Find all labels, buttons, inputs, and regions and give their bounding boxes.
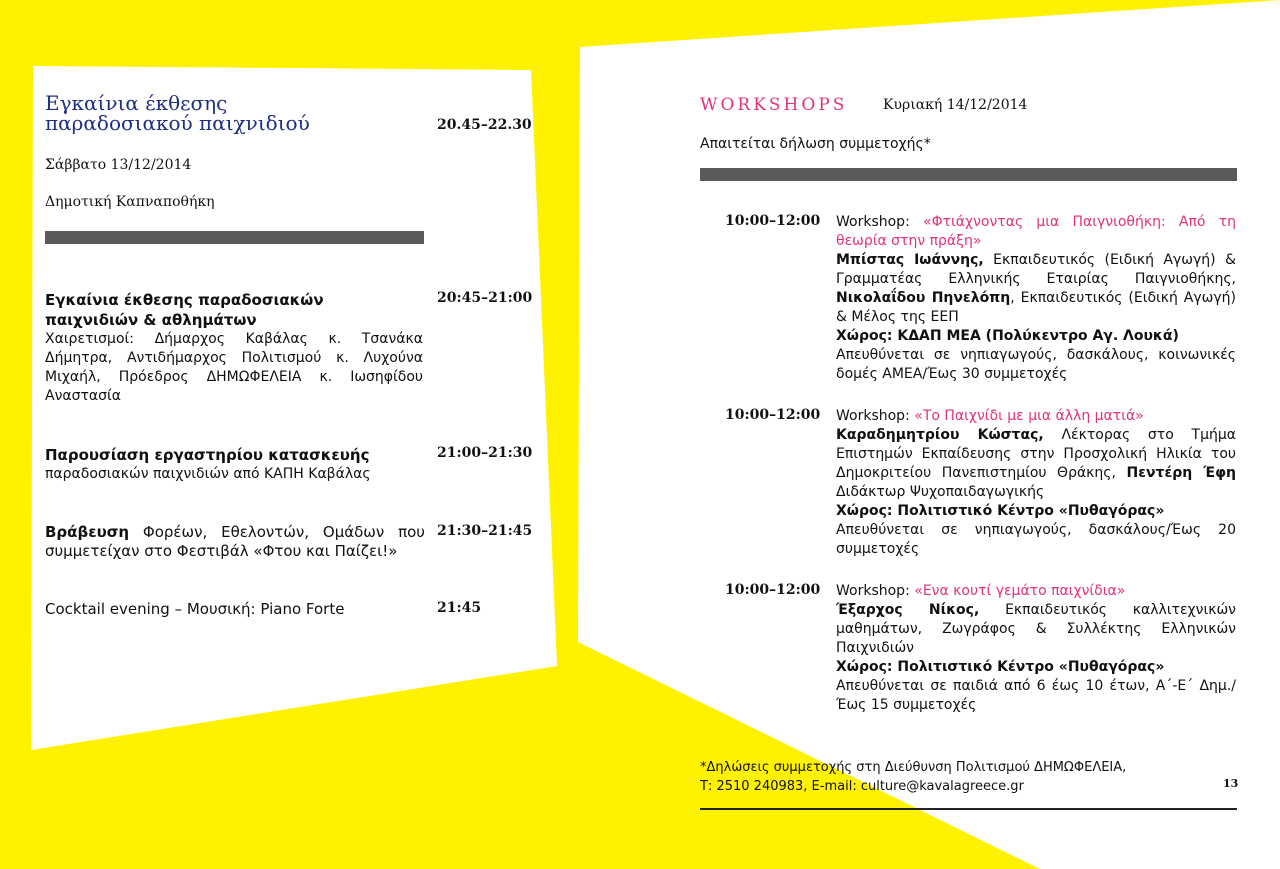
workshop-venue: Χώρος: Πολιτιστικό Κέντρο «Πυθαγόρας» (836, 503, 1165, 519)
divider-bar (45, 231, 424, 244)
speaker-role: Διδάκτωρ Ψυχοπαιδαγωγικής (836, 484, 1045, 500)
divider-bar (700, 168, 1237, 181)
event-opening (45, 290, 531, 406)
workshop-body (836, 213, 1236, 384)
workshop-audience: Απευθύνεται σε παιδιά από 6 έως 10 έτων, Α΄-Ε΄ Δημ./Έως 15 συμμετοχές (836, 678, 1236, 713)
workshop-label: Workshop: (836, 408, 910, 424)
event-title (45, 523, 425, 561)
workshops-date: Κυριακή 14/12/2014 (883, 97, 1028, 113)
speaker-role: Λέκτορας στο Τμήμα Επιστημών Εκπαίδευσης στην Προσχολική Ηλικία του Δημοκριτείου Πανεπιστημίου Θράκης, (836, 427, 1236, 481)
workshop-label: Workshop: (836, 583, 910, 599)
event-cocktail (45, 600, 531, 619)
speaker-name: Έξαρχος Νίκος, (836, 602, 980, 618)
footnote-line: *Δηλώσεις συμμετοχής στη Διεύθυνση Πολιτισμού ΔΗΜΩΦΕΛΕΙΑ, (700, 760, 1127, 775)
workshop-venue: Χώρος: ΚΔΑΠ ΜΕΑ (Πολύκεντρο Αγ. Λουκά) (836, 328, 1179, 344)
speaker-role: Εκπαιδευτικός καλλιτεχνικών μαθημάτων, Ζωγράφος & Συλλέκτης Ελληνικών Παιχνιδιών (836, 602, 1236, 656)
event-time: 21:00–21:30 (437, 445, 533, 461)
speaker-name: Πεντέρη Έφη (1126, 465, 1236, 481)
event-time: 20:45–21:00 (437, 290, 533, 306)
exhibition-title: Εγκαίνια έκθεσης παραδοσιακού παιχνιδιού (45, 91, 310, 135)
footnote (700, 758, 1126, 796)
page-number: 13 (1223, 777, 1239, 790)
workshop-time: 10:00–12:00 (725, 407, 821, 423)
event-description: παραδοσιακών παιχνιδιών από ΚΑΠΗ Καβάλας (45, 466, 371, 482)
speaker-role: Εκπαιδευτικός (Ειδική Αγωγή) & Γραμματέας Ελληνικής Εταιρίας Παιγνιοθήκης, (836, 252, 1236, 287)
exhibition-venue: Δημοτική Καπναποθήκη (45, 194, 215, 210)
speaker-name: Καραδημητρίου Κώστας, (836, 427, 1044, 443)
workshop-body (836, 407, 1236, 559)
event-time: 21:45 (437, 600, 482, 616)
workshop-title: «Ενα κουτί γεμάτο παιχνίδια» (914, 583, 1126, 599)
event-title: Εγκαίνια έκθεσης παραδοσιακών παιχνιδιών & αθλημάτων (45, 291, 324, 329)
speaker-name: Μπίστας Ιωάννης, (836, 252, 984, 268)
speaker-role: , Εκπαιδευτικός (Ειδική Αγωγή) & Μέλος της ΕΕΠ (836, 290, 1237, 325)
event-awards (45, 523, 531, 561)
footnote-contact: Τ: 2510 240983, E-mail: culture@kavalagreece.gr (700, 779, 1024, 794)
workshop-title: «Το Παιχνίδι με μια άλλη ματιά» (914, 408, 1144, 424)
workshop-item (725, 213, 1236, 384)
workshop-item (725, 582, 1236, 715)
event-title: Cocktail evening – Μουσική: Piano Forte (45, 600, 345, 618)
workshop-label: Workshop: (836, 214, 910, 230)
event-workshop-presentation (45, 445, 531, 484)
speaker-name: Νικολαΐδου Πηνελόπη (836, 290, 1011, 306)
event-time: 21:30–21:45 (437, 523, 533, 539)
workshop-time: 10:00–12:00 (725, 582, 821, 598)
workshop-title: «Φτιάχνοντας μια Παιγνιοθήκη: Από τη θεωρία στην πράξη» (836, 214, 1237, 249)
workshop-body (836, 582, 1236, 715)
event-title: Παρουσίαση εργαστηρίου κατασκευής (45, 446, 370, 464)
event-title-bold: Βράβευση (45, 523, 130, 541)
event-title-rest: Φορέων, Εθελοντών, Ομάδων που συμμετείχαν στο Φεστιβάλ «Φτου και Παίζει!» (45, 523, 425, 560)
workshop-item (725, 407, 1236, 559)
footer-rule (700, 808, 1237, 810)
exhibition-date: Σάββατο 13/12/2014 (45, 157, 192, 173)
workshop-audience: Απευθύνεται σε νηπιαγωγούς, δασκάλους, κοινωνικές δομές ΑΜΕΑ/Έως 30 συμμετοχές (836, 347, 1236, 382)
left-page (45, 91, 533, 618)
workshop-time: 10:00–12:00 (725, 213, 821, 229)
workshop-venue: Χώρος: Πολιτιστικό Κέντρο «Πυθαγόρας» (836, 659, 1165, 675)
exhibition-time: 20.45–22.30 (437, 117, 532, 133)
workshop-audience: Απευθύνεται σε νηπιαγωγούς, δασκάλους/Έως 20 συμμετοχές (836, 522, 1236, 557)
workshops-heading: WORKSHOPS (700, 95, 848, 115)
event-description: Χαιρετισμοί: Δήμαρχος Καβάλας κ. Τσανάκα Δήμητρα, Αντιδήμαρχος Πολιτισμού κ. Λυχούνα Μιχαήλ, Πρόεδρος ΔΗΜΩΦΕΛΕΙΑ κ. Ιωσηφίδου Αναστασία (45, 331, 423, 404)
registration-required: Απαιτείται δήλωση συμμετοχής* (700, 136, 931, 152)
